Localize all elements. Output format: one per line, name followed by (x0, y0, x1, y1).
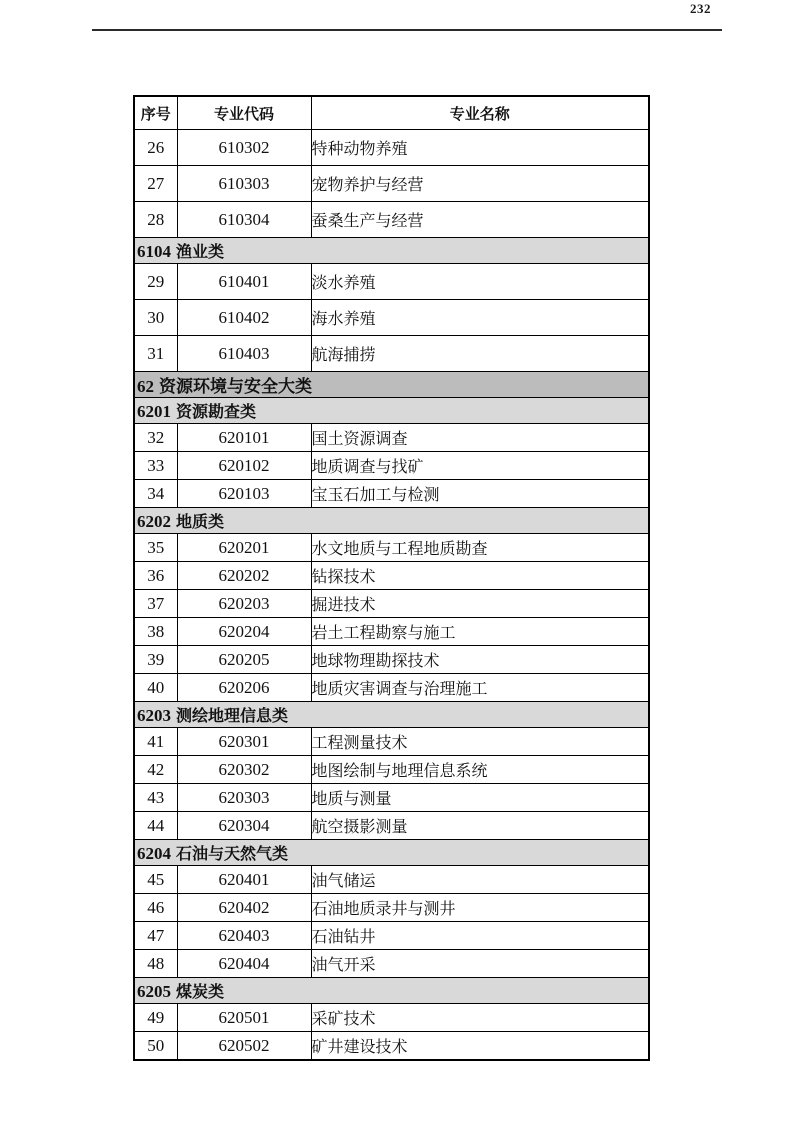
cell-seq: 29 (134, 264, 177, 300)
cell-name: 地质调查与找矿 (311, 452, 649, 480)
cell-code: 620502 (177, 1032, 311, 1061)
cell-code: 610401 (177, 264, 311, 300)
section-code: 6203 (137, 706, 171, 725)
section-cell (134, 372, 649, 398)
cell-seq: 28 (134, 202, 177, 238)
cell-name: 工程测量技术 (311, 728, 649, 756)
table-body (134, 130, 649, 1061)
cell-seq: 48 (134, 950, 177, 978)
section-code: 6202 (137, 512, 171, 531)
sub-section-row (134, 840, 649, 866)
table-row (134, 646, 649, 674)
cell-name: 淡水养殖 (311, 264, 649, 300)
cell-code: 620302 (177, 756, 311, 784)
majors-table (133, 95, 650, 1061)
table-row (134, 812, 649, 840)
cell-name: 地质灾害调查与治理施工 (311, 674, 649, 702)
cell-name: 岩土工程勘察与施工 (311, 618, 649, 646)
cell-name: 国土资源调查 (311, 424, 649, 452)
cell-name: 油气开采 (311, 950, 649, 978)
cell-code: 620404 (177, 950, 311, 978)
cell-code: 620202 (177, 562, 311, 590)
section-code: 6201 (137, 402, 171, 421)
sub-section-row (134, 978, 649, 1004)
cell-seq: 27 (134, 166, 177, 202)
cell-name: 采矿技术 (311, 1004, 649, 1032)
table-row (134, 166, 649, 202)
section-title: 地质类 (176, 514, 225, 531)
cell-name: 宝玉石加工与检测 (311, 480, 649, 508)
cell-name: 钻探技术 (311, 562, 649, 590)
cell-seq: 38 (134, 618, 177, 646)
cell-name: 宠物养护与经营 (311, 166, 649, 202)
cell-code: 620303 (177, 784, 311, 812)
table-row (134, 728, 649, 756)
cell-code: 610303 (177, 166, 311, 202)
cell-name: 海水养殖 (311, 300, 649, 336)
section-cell (134, 508, 649, 534)
cell-seq: 36 (134, 562, 177, 590)
cell-name: 石油地质录井与测井 (311, 894, 649, 922)
section-code: 62 (137, 377, 154, 396)
page-number: 232 (690, 1, 711, 16)
cell-seq: 37 (134, 590, 177, 618)
cell-seq: 35 (134, 534, 177, 562)
cell-seq: 26 (134, 130, 177, 166)
cell-seq: 34 (134, 480, 177, 508)
sub-section-row (134, 702, 649, 728)
cell-code: 620304 (177, 812, 311, 840)
table-row (134, 300, 649, 336)
section-cell (134, 398, 649, 424)
cell-code: 610302 (177, 130, 311, 166)
cell-code: 620103 (177, 480, 311, 508)
cell-code: 620203 (177, 590, 311, 618)
cell-name: 航海捕捞 (311, 336, 649, 372)
cell-name: 水文地质与工程地质勘查 (311, 534, 649, 562)
cell-name: 石油钻井 (311, 922, 649, 950)
cell-code: 620301 (177, 728, 311, 756)
table-row (134, 784, 649, 812)
cell-seq: 41 (134, 728, 177, 756)
table-row (134, 950, 649, 978)
cell-seq: 47 (134, 922, 177, 950)
cell-code: 620102 (177, 452, 311, 480)
cell-seq: 46 (134, 894, 177, 922)
section-code: 6104 (137, 242, 171, 261)
cell-code: 620501 (177, 1004, 311, 1032)
cell-code: 620403 (177, 922, 311, 950)
table-row (134, 424, 649, 452)
cell-code: 620205 (177, 646, 311, 674)
cell-code: 610402 (177, 300, 311, 336)
cell-name: 油气储运 (311, 866, 649, 894)
cell-seq: 42 (134, 756, 177, 784)
cell-code: 620402 (177, 894, 311, 922)
major-section-row (134, 372, 649, 398)
cell-seq: 50 (134, 1032, 177, 1061)
col-header-seq: 序号 (134, 96, 177, 130)
col-header-code: 专业代码 (177, 96, 311, 130)
section-title: 资源环境与安全大类 (159, 377, 312, 396)
cell-name: 特种动物养殖 (311, 130, 649, 166)
table-row (134, 534, 649, 562)
cell-name: 航空摄影测量 (311, 812, 649, 840)
table-row (134, 674, 649, 702)
section-code: 6205 (137, 982, 171, 1001)
cell-name: 地球物理勘探技术 (311, 646, 649, 674)
sub-section-row (134, 238, 649, 264)
section-cell (134, 840, 649, 866)
sub-section-row (134, 508, 649, 534)
table-row (134, 264, 649, 300)
table-row (134, 866, 649, 894)
cell-seq: 32 (134, 424, 177, 452)
section-title: 煤炭类 (176, 984, 225, 1001)
section-cell (134, 978, 649, 1004)
section-title: 资源勘查类 (176, 404, 257, 421)
section-cell (134, 702, 649, 728)
table-row (134, 590, 649, 618)
col-header-name: 专业名称 (311, 96, 649, 130)
sub-section-row (134, 398, 649, 424)
table-row (134, 202, 649, 238)
cell-seq: 39 (134, 646, 177, 674)
cell-name: 地图绘制与地理信息系统 (311, 756, 649, 784)
cell-code: 620206 (177, 674, 311, 702)
table-row (134, 922, 649, 950)
cell-name: 地质与测量 (311, 784, 649, 812)
section-title: 石油与天然气类 (176, 846, 289, 863)
cell-code: 610403 (177, 336, 311, 372)
table-row (134, 336, 649, 372)
table-row (134, 480, 649, 508)
cell-seq: 40 (134, 674, 177, 702)
table-row (134, 1004, 649, 1032)
section-title: 渔业类 (176, 244, 225, 261)
cell-seq: 33 (134, 452, 177, 480)
cell-seq: 31 (134, 336, 177, 372)
table-row (134, 130, 649, 166)
cell-seq: 43 (134, 784, 177, 812)
section-title: 测绘地理信息类 (176, 708, 289, 725)
table-row (134, 452, 649, 480)
cell-code: 620204 (177, 618, 311, 646)
cell-code: 620401 (177, 866, 311, 894)
cell-code: 620101 (177, 424, 311, 452)
table-row (134, 894, 649, 922)
header-rule (92, 29, 722, 31)
table-row (134, 756, 649, 784)
cell-name: 矿井建设技术 (311, 1032, 649, 1061)
cell-seq: 44 (134, 812, 177, 840)
cell-seq: 30 (134, 300, 177, 336)
table-row (134, 562, 649, 590)
table-row (134, 1032, 649, 1061)
cell-code: 620201 (177, 534, 311, 562)
section-cell (134, 238, 649, 264)
table-header-row (134, 96, 649, 130)
section-code: 6204 (137, 844, 171, 863)
cell-code: 610304 (177, 202, 311, 238)
table-row (134, 618, 649, 646)
cell-name: 蚕桑生产与经营 (311, 202, 649, 238)
cell-name: 掘进技术 (311, 590, 649, 618)
cell-seq: 45 (134, 866, 177, 894)
cell-seq: 49 (134, 1004, 177, 1032)
